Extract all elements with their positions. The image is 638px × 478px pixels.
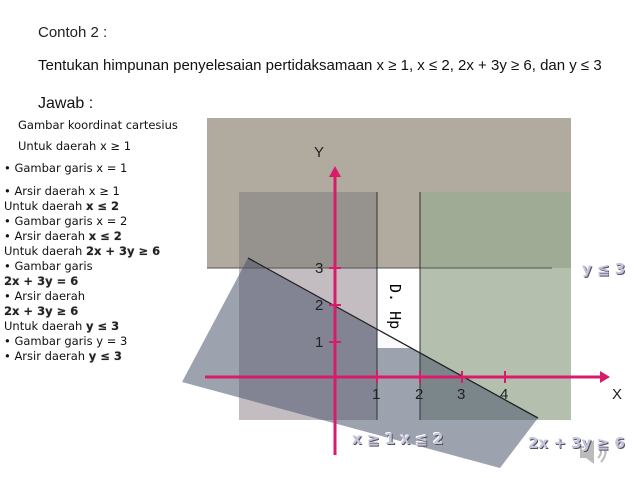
step-item: Untuk daerah x ≤ 2	[4, 199, 120, 213]
x-axis-arrow	[600, 371, 610, 383]
step-item: • Arsir daerah y ≤ 3	[4, 349, 122, 363]
step-item: Untuk daerah x ≥ 1	[18, 139, 132, 153]
step-item: • Gambar garis x = 1	[4, 161, 128, 175]
y-axis-label: Y	[314, 144, 325, 161]
step-item: • Arsir daerah x ≥ 1	[4, 184, 120, 198]
step-item: • Gambar garis x = 2	[4, 214, 128, 228]
x-tick-label: 3	[457, 386, 466, 403]
region-label: D. Hp	[386, 284, 404, 330]
x-tick-label: 4	[500, 386, 509, 403]
label-2x-3y-ge-6: 2x + 3y ≧ 6	[528, 434, 625, 452]
step-item: • Gambar garis	[4, 259, 93, 273]
answer-heading: Jawab :	[38, 95, 94, 112]
step-item: 2x + 3y ≥ 6	[4, 304, 79, 318]
step-item: Untuk daerah 2x + 3y ≥ 6	[4, 244, 161, 258]
label-y-le-3: y ≦ 3	[582, 260, 626, 278]
step-item: • Gambar garis y = 3	[4, 334, 128, 348]
step-item: • Arsir daerah	[4, 289, 86, 303]
slide-title: Contoh 2 :	[38, 24, 108, 41]
step-item: Gambar koordinat cartesius	[18, 118, 178, 132]
x-axis-label: X	[612, 386, 623, 403]
step-item: 2x + 3y = 6	[4, 274, 79, 288]
question-text: Tentukan himpunan penyelesaian pertidaksamaan x ≥ 1, x ≤ 2, 2x + 3y ≥ 6, dan y ≤ 3	[38, 57, 602, 74]
y-tick-label: 3	[315, 260, 324, 277]
label-x-bounds: x ≧ 1 x ≦ 2	[352, 430, 444, 448]
x-tick-label: 1	[372, 386, 381, 403]
y-tick-label: 1	[315, 334, 324, 351]
step-item: Untuk daerah y ≤ 3	[4, 319, 120, 333]
step-item: • Arsir daerah x ≤ 2	[4, 229, 122, 243]
y-tick-label: 2	[315, 297, 324, 314]
x-tick-label: 2	[415, 386, 424, 403]
